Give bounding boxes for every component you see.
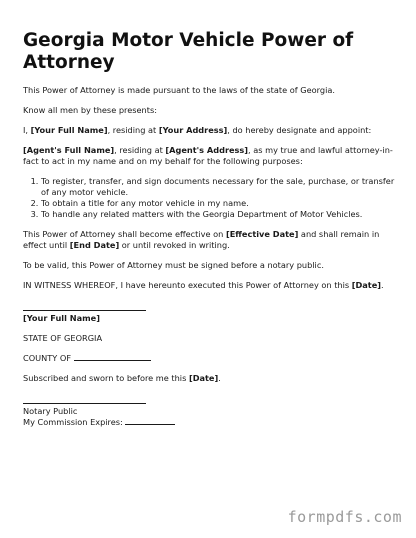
effective-paragraph xyxy=(23,229,395,251)
purpose-item: 1. To register, transfer, and sign documents necessary for the sale, purchase, or transfer of any motor vehicle. xyxy=(41,176,395,198)
signer-name-placeholder: [Your Full Name] xyxy=(23,313,100,323)
footer-watermark: formpdfs.com xyxy=(287,508,402,526)
signer-name xyxy=(23,313,395,324)
principal-paragraph xyxy=(23,125,395,136)
notary-requirement: To be valid, this Power of Attorney must be signed before a notary public. xyxy=(23,260,324,270)
purpose-item: 2. To obtain a title for any motor vehicle in my name. xyxy=(41,198,395,209)
principal-text-c: , do hereby designate and appoint: xyxy=(227,125,372,135)
principal-name-placeholder: [Your Full Name] xyxy=(30,125,108,135)
commission-label: My Commission Expires: xyxy=(23,417,126,427)
sworn-date-placeholder: [Date] xyxy=(188,373,219,383)
commission-blank[interactable] xyxy=(125,424,175,425)
principal-text-a: I, xyxy=(23,125,31,135)
intro-paragraph: This Power of Attorney is made pursuant to the laws of the state of Georgia. xyxy=(23,85,335,95)
witness-text-b: . xyxy=(381,280,384,290)
effective-date-placeholder: [Effective Date] xyxy=(225,229,299,239)
agent-address-placeholder: [Agent's Address] xyxy=(165,145,249,155)
witness-paragraph xyxy=(23,280,395,291)
sworn-paragraph xyxy=(23,373,395,384)
document-page xyxy=(23,30,395,437)
effective-text-a: This Power of Attorney shall become effective on xyxy=(23,229,226,239)
county-blank[interactable] xyxy=(74,360,151,361)
witness-text-a: IN WITNESS WHEREOF, I have hereunto executed this Power of Attorney on this xyxy=(23,280,352,290)
notary-public-label: Notary Public xyxy=(23,406,78,416)
principal-text-b: , residing at xyxy=(107,125,159,135)
document-title: Georgia Motor Vehicle Power of Attorney xyxy=(23,30,354,73)
effective-text-c: or until revoked in writing. xyxy=(119,240,230,250)
purposes-list xyxy=(23,176,395,220)
sworn-text-b: . xyxy=(218,373,221,383)
end-date-placeholder: [End Date] xyxy=(69,240,120,250)
county-line xyxy=(23,353,395,364)
agent-name-placeholder: [Agent's Full Name] xyxy=(23,145,115,155)
know-all-paragraph: Know all men by these presents: xyxy=(23,105,157,115)
effective-text-b: and shall remain in effect until xyxy=(23,229,380,250)
signature-line[interactable] xyxy=(23,300,146,311)
sworn-text-a: Subscribed and sworn to before me this xyxy=(23,373,189,383)
commission-line xyxy=(23,417,395,428)
notary-signature-line[interactable] xyxy=(23,393,146,404)
agent-paragraph xyxy=(23,145,395,167)
purpose-item: 3. To handle any related matters with the Georgia Department of Motor Vehicles. xyxy=(41,209,395,220)
agent-text-a: , residing at xyxy=(114,145,166,155)
county-label: COUNTY OF xyxy=(23,353,74,363)
witness-date-placeholder: [Date] xyxy=(351,280,382,290)
state-line: STATE OF GEORGIA xyxy=(23,333,103,343)
principal-address-placeholder: [Your Address] xyxy=(158,125,228,135)
agent-text-b: , as my true and lawful attorney-in-fact to act in my name and on my behalf for the following purposes: xyxy=(23,145,393,166)
